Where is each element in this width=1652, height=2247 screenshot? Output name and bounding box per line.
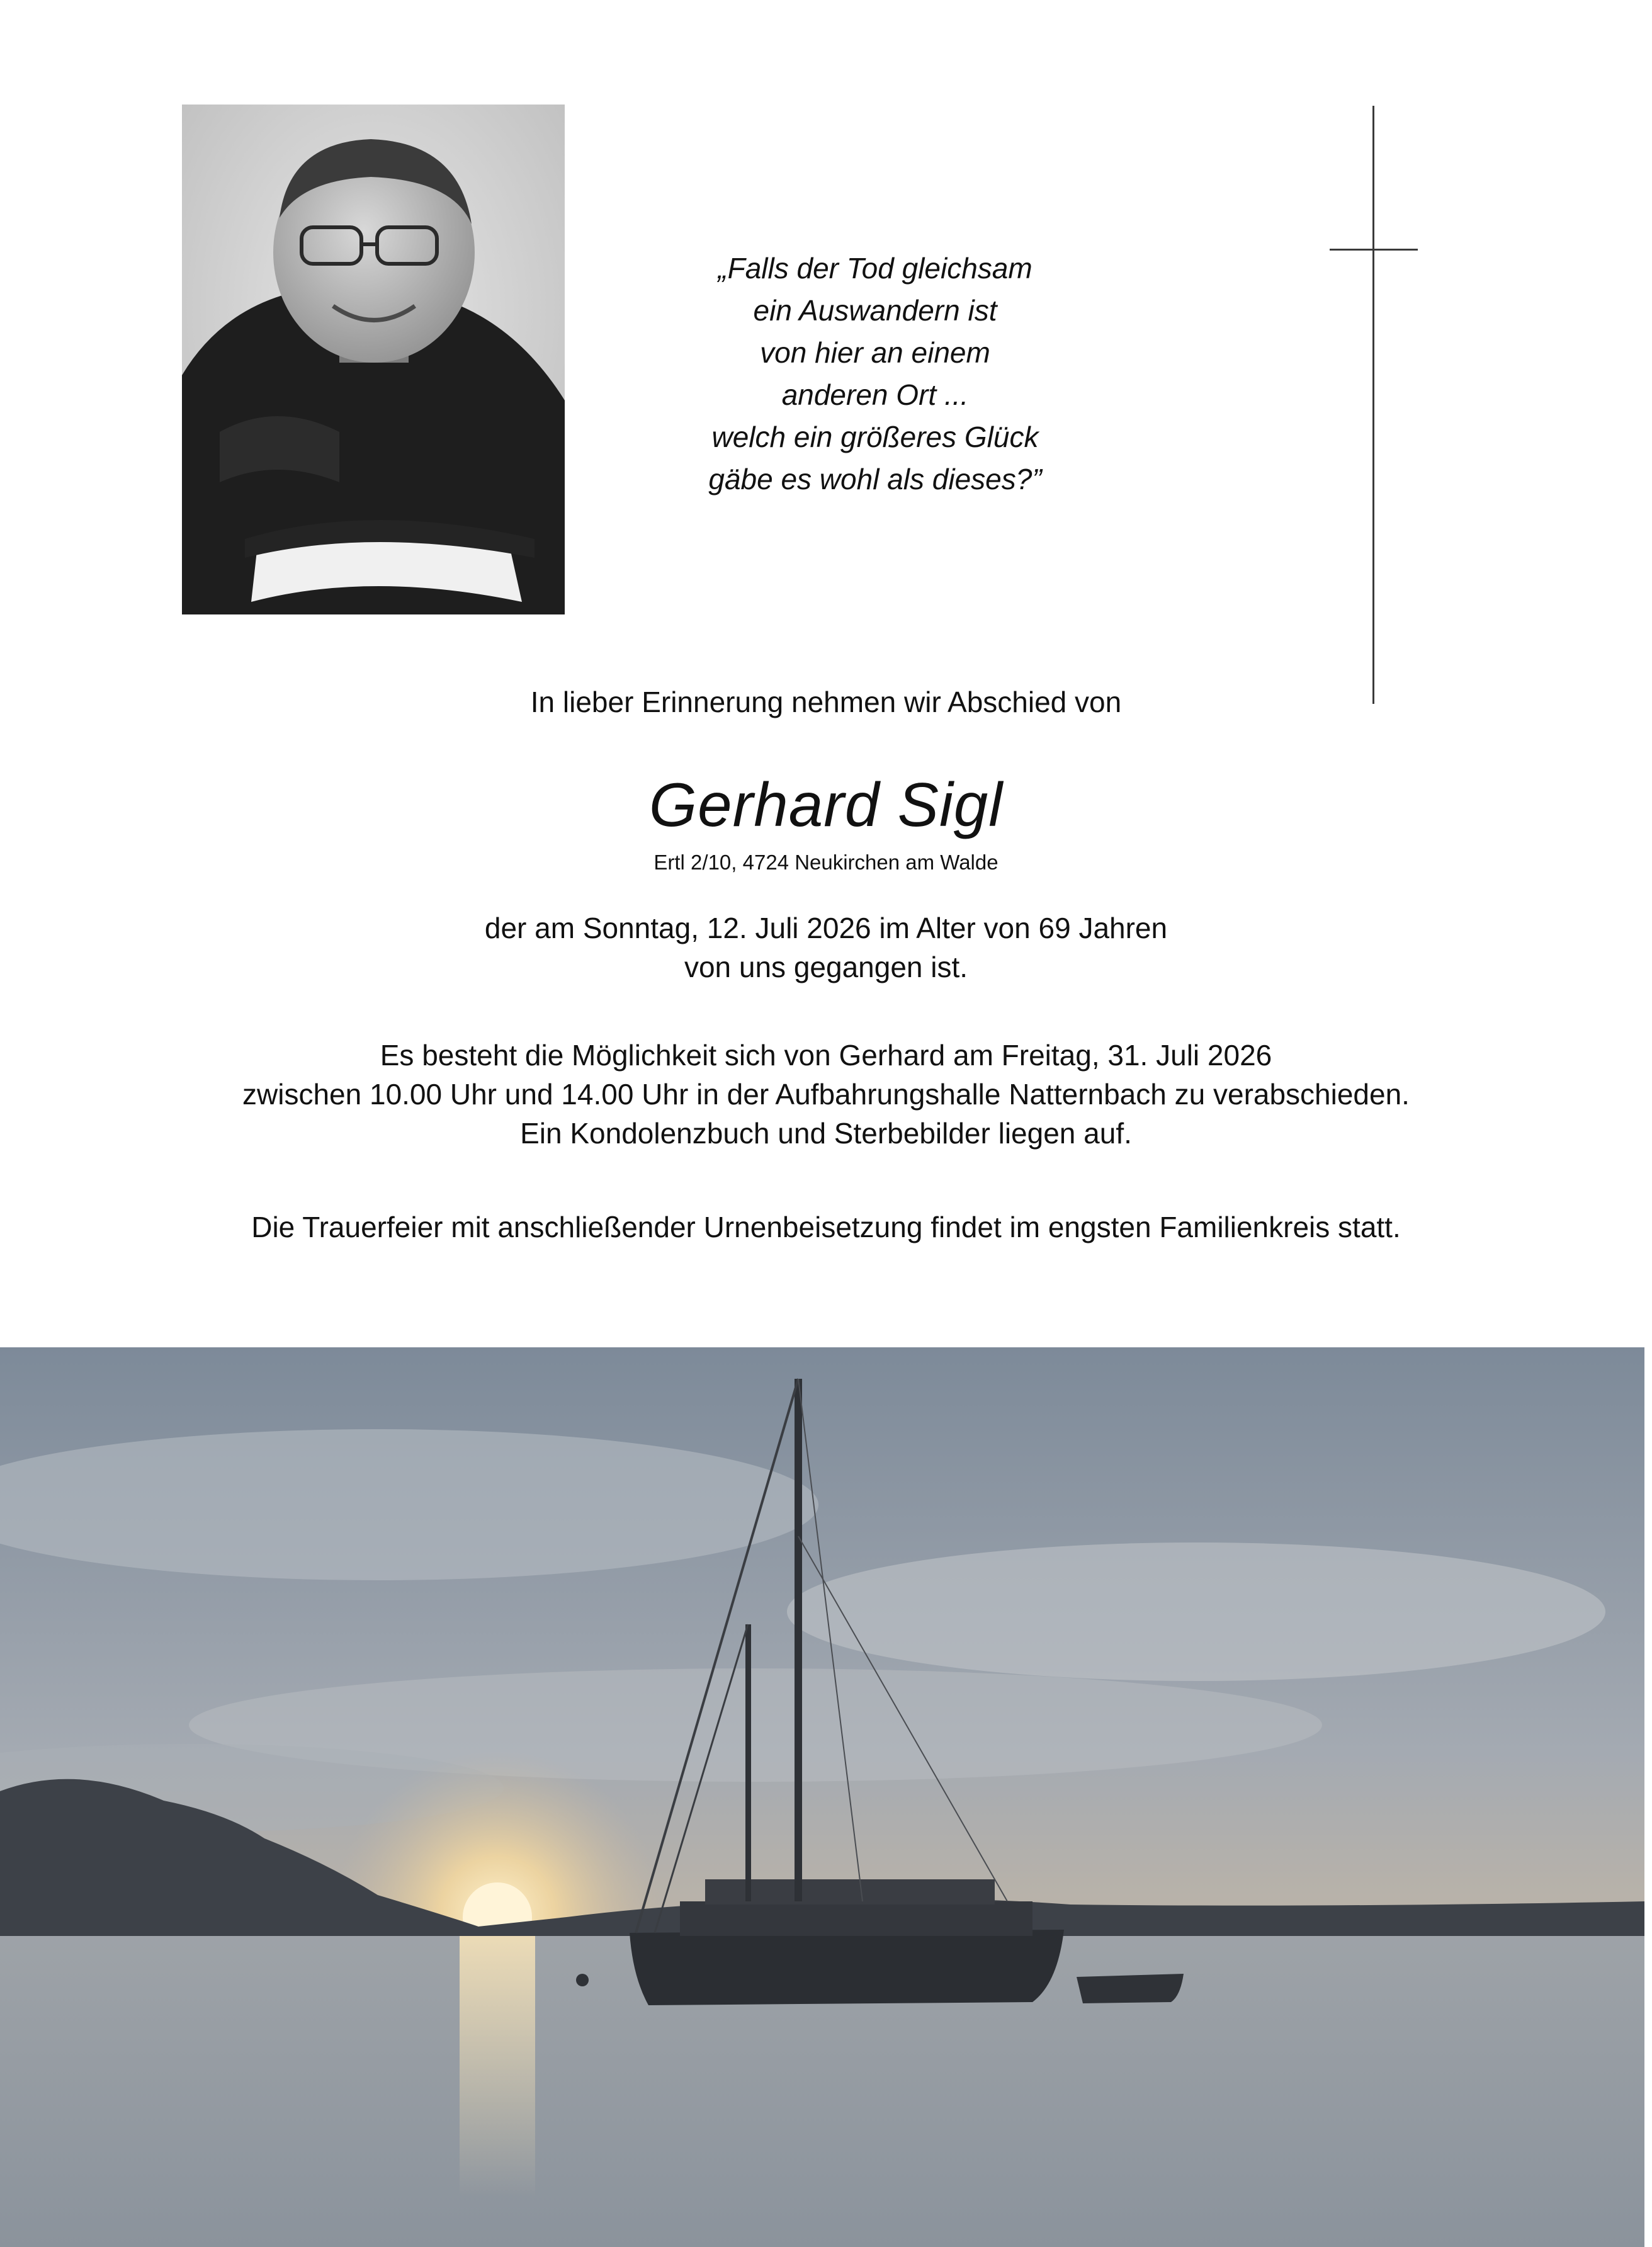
viewing-line: Ein Kondolenzbuch und Sterbebilder liegen auf.: [520, 1117, 1132, 1150]
quote-line: welch ein größeres Glück: [711, 421, 1039, 453]
cross-icon: [1372, 106, 1374, 704]
quote-line: ein Auswandern ist: [753, 294, 997, 327]
viewing-info: [0, 1036, 1652, 1153]
sailboat-sunset-photo: [0, 1347, 1644, 2247]
ceremony-info: [0, 1208, 1652, 1247]
deceased-name: Gerhard Sigl: [648, 770, 1004, 839]
banner-image: [0, 1347, 1644, 2247]
quote-line: anderen Ort ...: [781, 378, 969, 411]
cross-icon-bar: [1330, 249, 1418, 251]
passing-line: der am Sonntag, 12. Juli 2026 im Alter von 69 Jahren: [484, 912, 1168, 944]
intro-text: In lieber Erinnerung nehmen wir Abschied von: [530, 686, 1122, 718]
portrait-image: [182, 105, 565, 614]
portrait-photo: [182, 105, 565, 614]
passing-info: [0, 908, 1652, 987]
memorial-quote: [623, 247, 1127, 501]
passing-line: von uns gegangen ist.: [684, 951, 968, 983]
quote-line: gäbe es wohl als dieses?”: [708, 463, 1042, 495]
viewing-line: Es besteht die Möglichkeit sich von Gerhard am Freitag, 31. Juli 2026: [380, 1039, 1272, 1072]
ceremony-line: Die Trauerfeier mit anschließender Urnenbeisetzung findet im engsten Familienkreis statt.: [251, 1211, 1401, 1243]
quote-line: von hier an einem: [760, 336, 990, 369]
deceased-address: Ertl 2/10, 4724 Neukirchen am Walde: [653, 851, 999, 874]
viewing-line: zwischen 10.00 Uhr und 14.00 Uhr in der Aufbahrungshalle Natternbach zu verabschieden.: [242, 1078, 1410, 1111]
quote-line: „Falls der Tod gleichsam: [718, 252, 1032, 285]
